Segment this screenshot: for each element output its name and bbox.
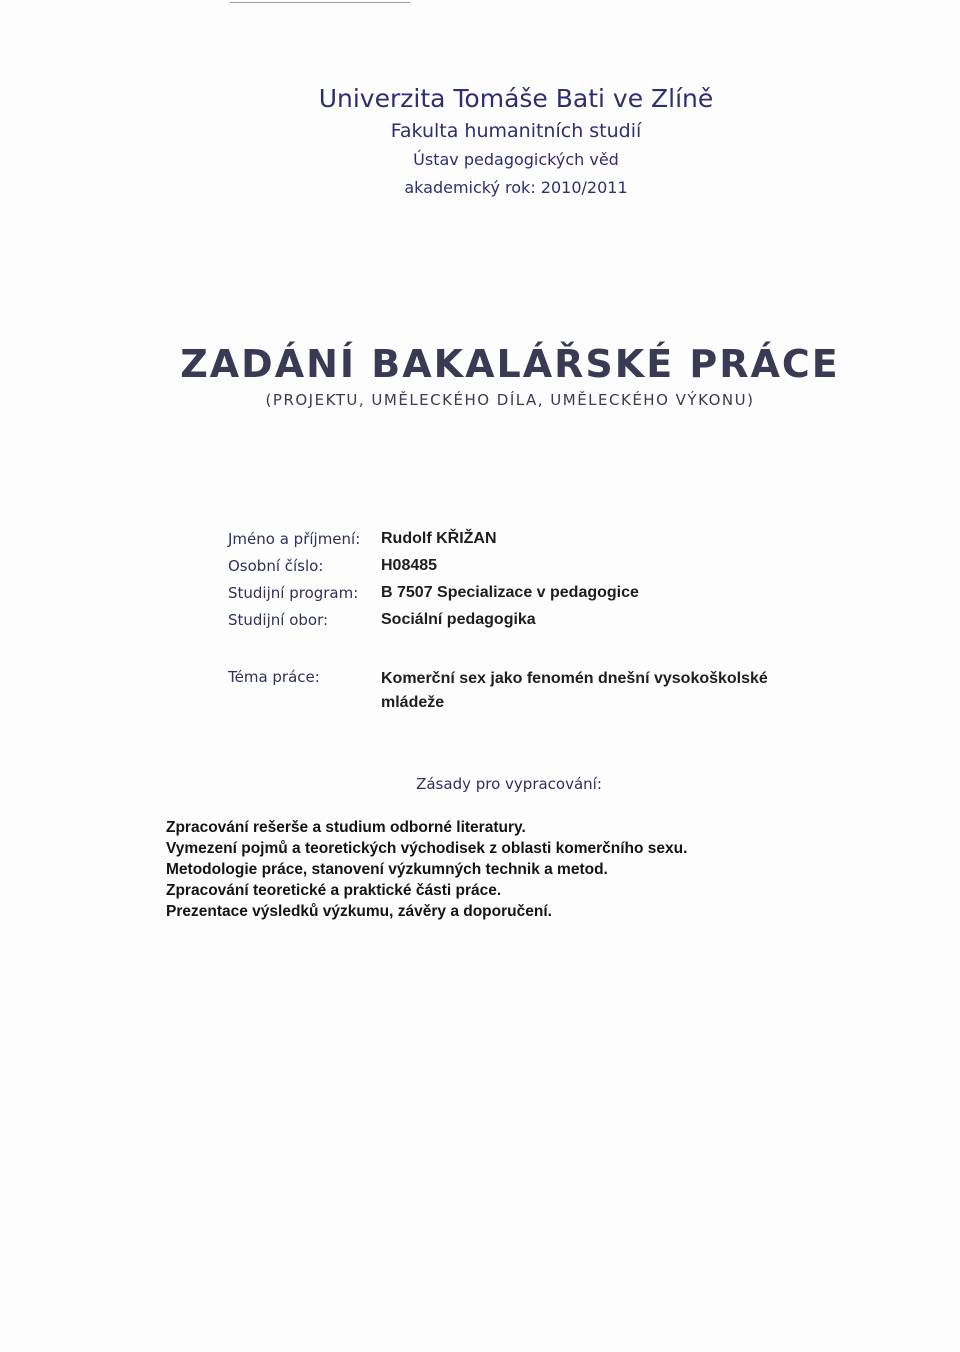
faculty-name: Fakulta humanitních studií (390, 120, 642, 142)
principles-heading-text: Zásady pro vypracování: (416, 775, 602, 793)
list-item: Vymezení pojmů a teoretických východisek z oblasti komerčního sexu. (166, 840, 688, 857)
principles-list (166, 817, 806, 922)
document-subtitle: (PROJEKTU, UMĚLECKÉHO DÍLA, UMĚLECKÉHO VÝKONU) (265, 391, 755, 409)
topic-row (228, 667, 848, 715)
document-title: ZADÁNÍ BAKALÁŘSKÉ PRÁCE (180, 342, 840, 386)
list-item: Zpracování rešerše a studium odborné literatury. (166, 819, 526, 836)
id-value: H08485 (381, 556, 438, 574)
field-row (228, 606, 848, 633)
principles-heading (0, 775, 960, 793)
topic-label: Téma práce: (228, 668, 320, 686)
name-row (228, 525, 848, 552)
list-item: Prezentace výsledků výzkumu, závěry a doporučení. (166, 903, 552, 920)
program-label: Studijní program: (228, 583, 359, 602)
university-name: Univerzita Tomáše Bati ve Zlíně (318, 84, 714, 113)
field-label: Studijní obor: (228, 610, 329, 629)
topic-value: Komerční sex jako fenomén dnešní vysokoškolské mládeže (381, 670, 768, 711)
program-value: B 7507 Specializace v pedagogice (381, 583, 639, 601)
academic-year: akademický rok: 2010/2011 (404, 178, 628, 197)
institute-name: Ústav pedagogických věd (413, 150, 619, 169)
scan-artifact-line (230, 2, 410, 3)
id-row (228, 552, 848, 579)
title-block (0, 340, 960, 412)
field-value: Sociální pedagogika (381, 610, 536, 628)
list-item: Zpracování teoretické a praktické části práce. (166, 882, 502, 899)
program-row (228, 579, 848, 606)
id-label: Osobní číslo: (228, 556, 324, 575)
list-item: Metodologie práce, stanovení výzkumných technik a metod. (166, 861, 608, 878)
document-header (0, 82, 960, 202)
student-info-table (228, 525, 848, 633)
name-value: Rudolf KŘIŽAN (381, 529, 497, 547)
name-label: Jméno a příjmení: (228, 529, 361, 548)
